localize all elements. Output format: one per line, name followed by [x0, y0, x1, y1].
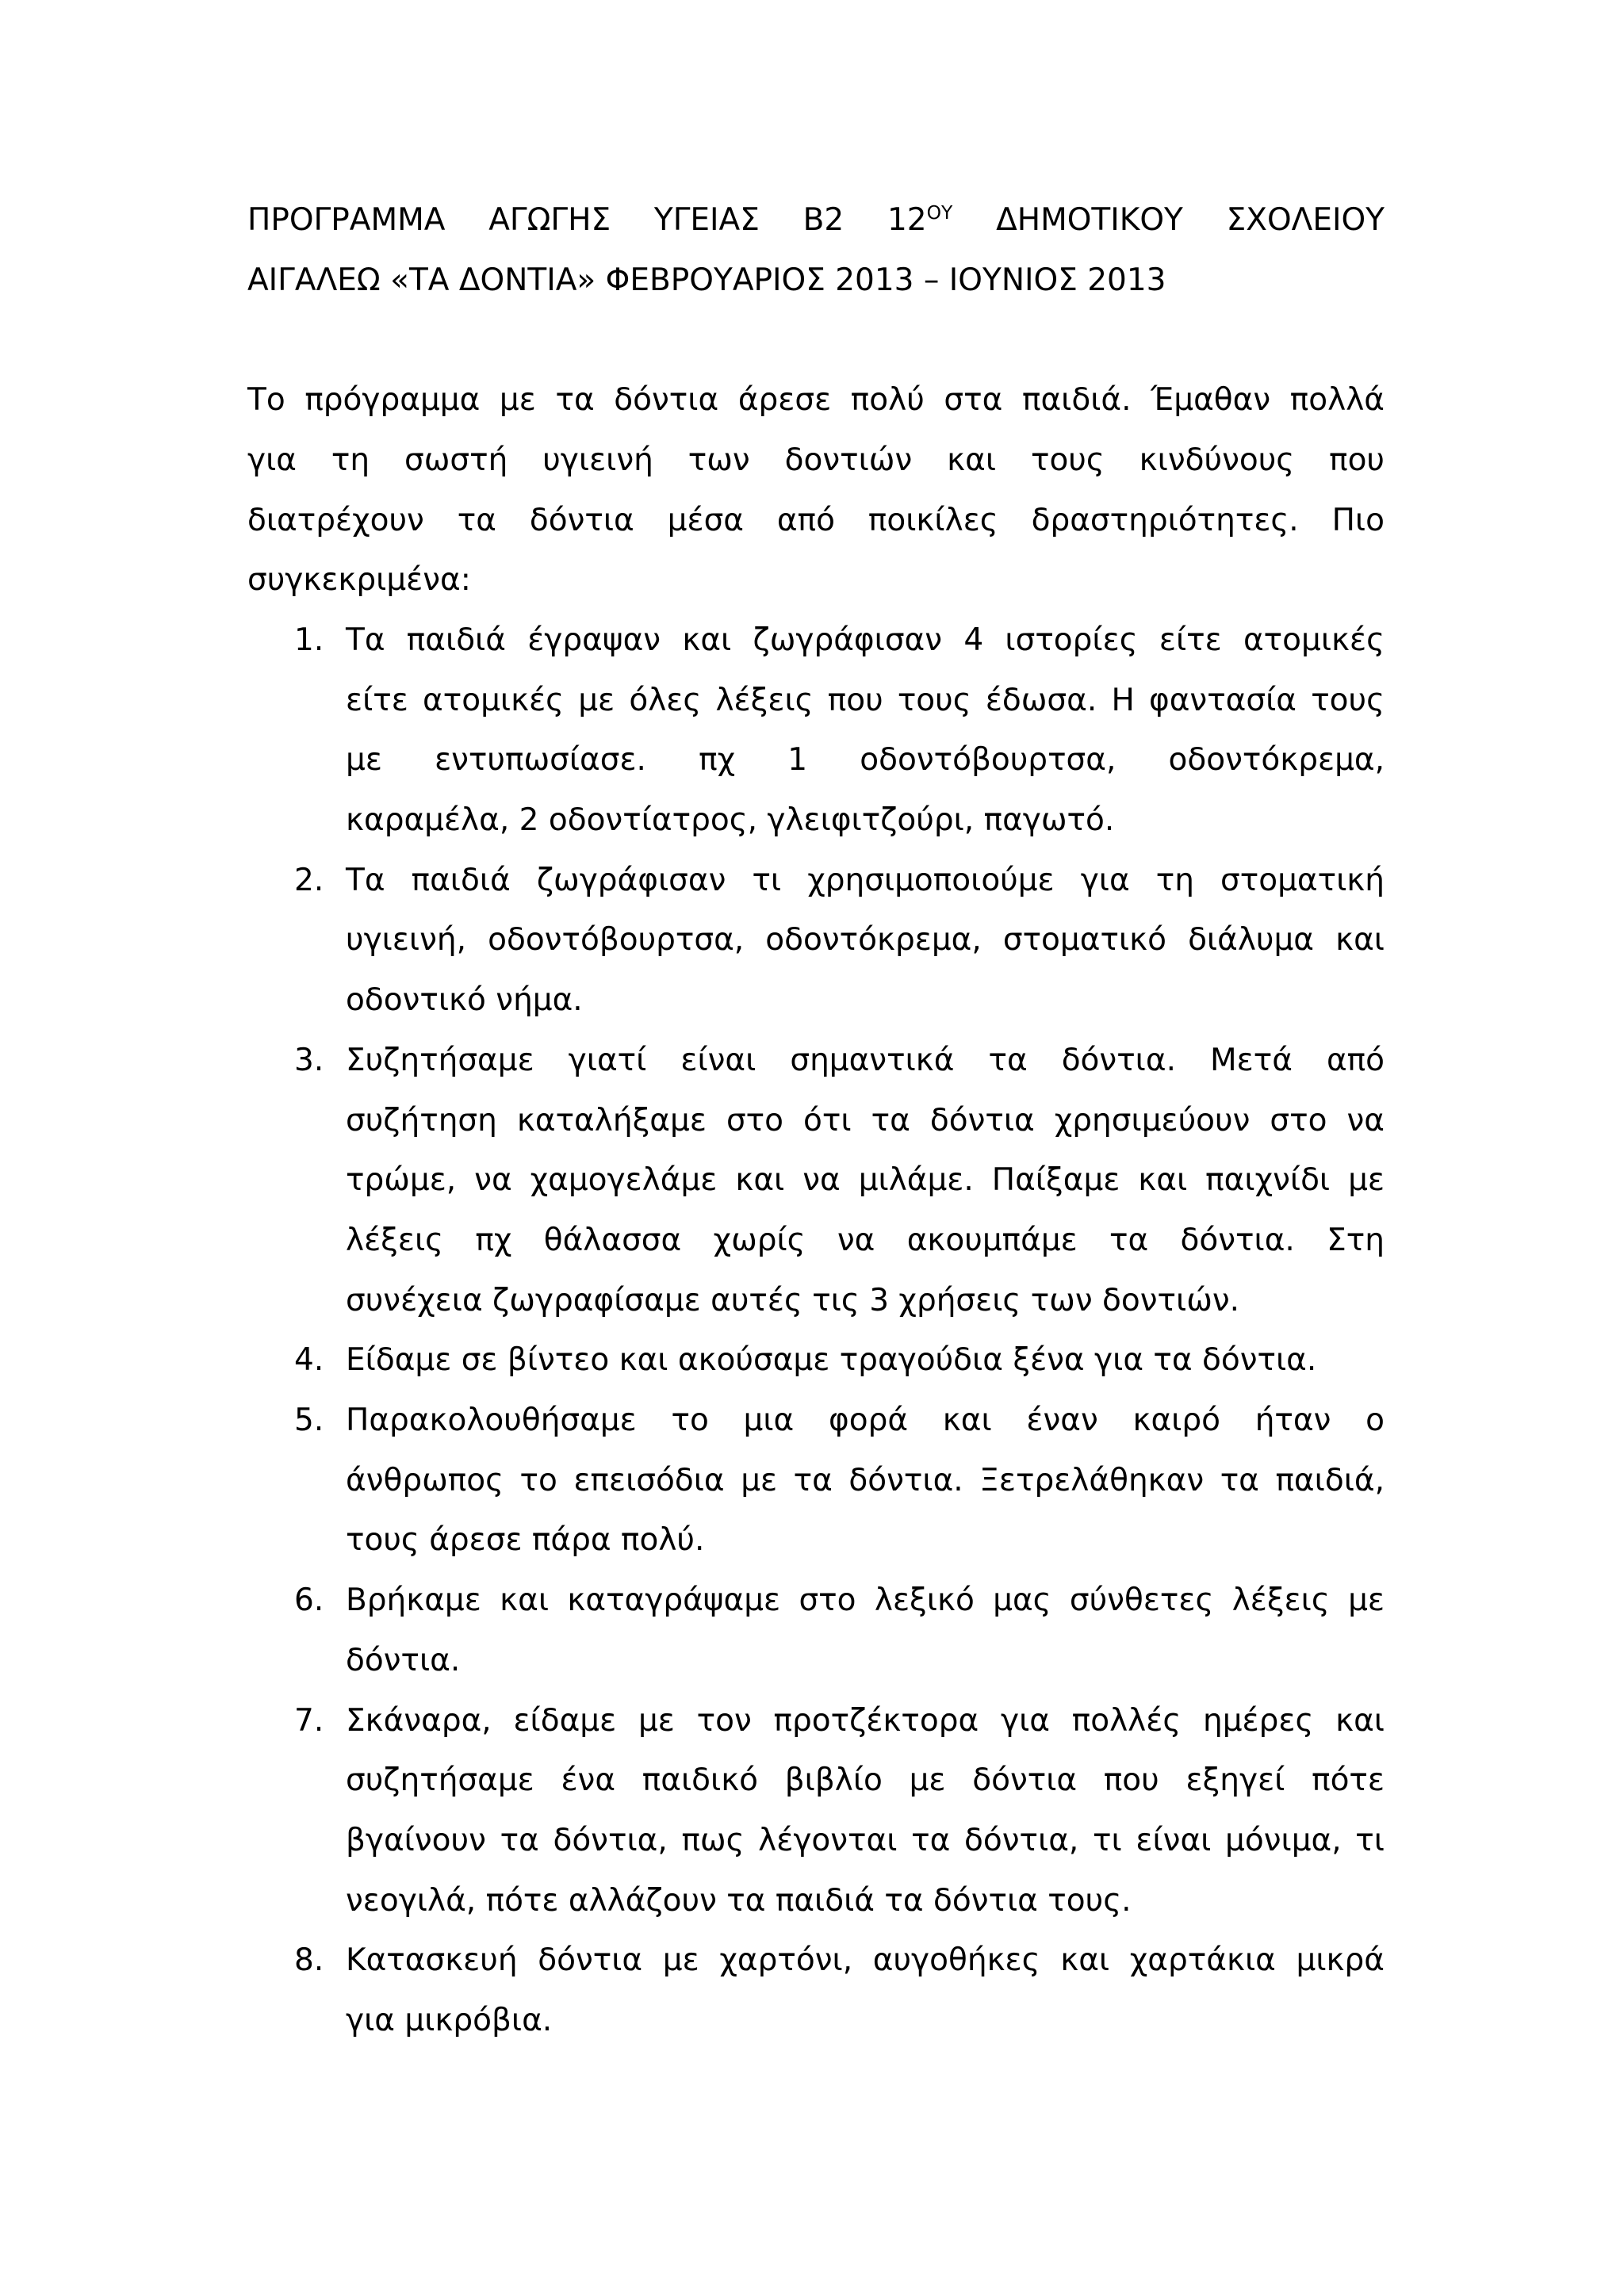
- activity-line: άνθρωπος το επεισόδια με τα δόντια. Ξετρελάθηκαν τα παιδιά,: [346, 1462, 1385, 1498]
- document-title: [247, 190, 1385, 310]
- intro-paragraph: [247, 370, 1385, 610]
- activity-line: με εντυπωσίασε. πχ 1 οδοντόβουρτσα, οδοντόκρεμα,: [346, 742, 1385, 779]
- intro-line: συγκεκριμένα:: [247, 562, 471, 599]
- title-line: [247, 190, 1385, 251]
- activity-number: 3.: [294, 1042, 324, 1078]
- activity-line: Τα παιδιά ζωγράφισαν τι χρησιμοποιούμε για τη στοματική: [346, 862, 1385, 898]
- activity-line: Παρακολουθήσαμε το μια φορά και έναν καιρό ήταν ο: [346, 1402, 1385, 1439]
- activity-number: 5.: [294, 1402, 324, 1439]
- activity-line: είτε ατομικές με όλες λέξεις που τους έδωσα. Η φαντασία τους: [346, 682, 1385, 718]
- activity-number: 7.: [294, 1702, 324, 1739]
- activity-item: [247, 1571, 1385, 1690]
- activity-number: 4.: [294, 1342, 324, 1379]
- activity-line: καραμέλα, 2 οδοντίατρος, γλειφιτζούρι, παγωτό.: [346, 802, 1115, 839]
- intro-line: διατρέχουν τα δόντια μέσα από ποικίλες δραστηριότητες. Πιο: [247, 502, 1385, 538]
- document-page: [247, 190, 1385, 2051]
- activity-line: δόντια.: [346, 1642, 461, 1678]
- intro-line: για τη σωστή υγιεινή των δοντιών και τους κινδύνους που: [247, 442, 1385, 478]
- activity-line: λέξεις πχ θάλασσα χωρίς να ακουμπάμε τα δόντια. Στη: [346, 1222, 1385, 1258]
- activity-line: τους άρεσε πάρα πολύ.: [346, 1522, 705, 1559]
- activity-line: οδοντικό νήμα.: [346, 982, 583, 1019]
- title-line: ΑΙΓΑΛΕΩ «ΤΑ ΔΟΝΤΙΑ» ΦΕΒΡΟΥΑΡΙΟΣ 2013 – ΙΟΥΝΙΟΣ 2013: [247, 262, 1166, 298]
- activity-number: 6.: [294, 1582, 324, 1619]
- activity-line: Τα παιδιά έγραψαν και ζωγράφισαν 4 ιστορίες είτε ατομικές: [346, 622, 1385, 658]
- activity-number: 2.: [294, 862, 324, 898]
- activity-line: συνέχεια ζωγραφίσαμε αυτές τις 3 χρήσεις των δοντιών.: [346, 1282, 1240, 1318]
- activity-number: 1.: [294, 622, 324, 658]
- activity-line: Κατασκευή δόντια με χαρτόνι, αυγοθήκες και χαρτάκια μικρά: [346, 1942, 1385, 1979]
- activity-item: [247, 1031, 1385, 1331]
- activity-item: [247, 1330, 1385, 1391]
- activity-item: [247, 1691, 1385, 1931]
- activity-item: [247, 1931, 1385, 2050]
- activity-line: συζητήσαμε ένα παιδικό βιβλίο με δόντια που εξηγεί πότε: [346, 1762, 1385, 1799]
- activity-item: [247, 1391, 1385, 1571]
- activity-list: [247, 610, 1385, 2051]
- title-text: ΠΡΟΓΡΑΜΜΑ ΑΓΩΓΗΣ ΥΓΕΙΑΣ Β2 12: [247, 202, 927, 238]
- activity-item: [247, 610, 1385, 851]
- activity-number: 8.: [294, 1942, 324, 1979]
- intro-line: Το πρόγραμμα με τα δόντια άρεσε πολύ στα παιδιά. Έμαθαν πολλά: [247, 382, 1385, 419]
- activity-line: τρώμε, να χαμογελάμε και να μιλάμε. Παίξαμε και παιχνίδι με: [346, 1162, 1385, 1199]
- activity-item: [247, 851, 1385, 1031]
- title-text: ΔΗΜΟΤΙΚΟΥ ΣΧΟΛΕΙΟΥ: [952, 202, 1385, 238]
- activity-line: νεογιλά, πότε αλλάζουν τα παιδιά τα δόντια τους.: [346, 1882, 1132, 1919]
- activity-line: βγαίνουν τα δόντια, πως λέγονται τα δόντια, τι είναι μόνιμα, τι: [346, 1822, 1385, 1858]
- activity-line: υγιεινή, οδοντόβουρτσα, οδοντόκρεμα, στοματικό διάλυμα και: [346, 922, 1385, 959]
- activity-line: Βρήκαμε και καταγράψαμε στο λεξικό μας σύνθετες λέξεις με: [346, 1582, 1385, 1619]
- activity-line: Είδαμε σε βίντεο και ακούσαμε τραγούδια ξένα για τα δόντια.: [346, 1342, 1317, 1379]
- activity-line: Συζητήσαμε γιατί είναι σημαντικά τα δόντια. Μετά από: [346, 1042, 1385, 1078]
- activity-line: συζήτηση καταλήξαμε στο ότι τα δόντια χρησιμεύουν στο να: [346, 1102, 1385, 1138]
- activity-line: Σκάναρα, είδαμε με τον προτζέκτορα για πολλές ημέρες και: [346, 1702, 1385, 1739]
- activity-line: για μικρόβια.: [346, 2003, 553, 2039]
- title-superscript: ΟΥ: [926, 201, 953, 224]
